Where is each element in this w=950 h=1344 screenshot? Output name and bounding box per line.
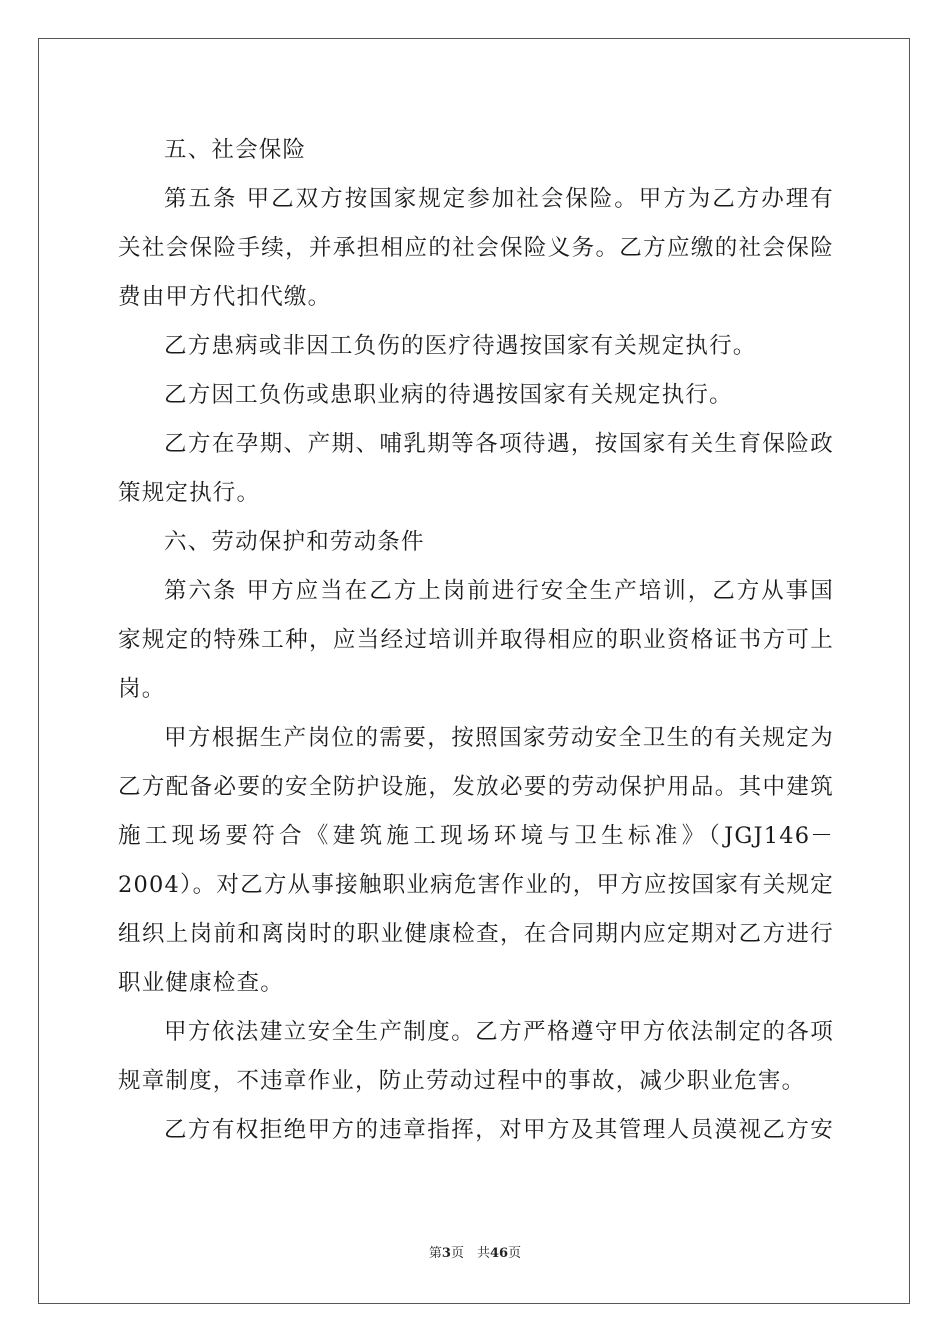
text-line: 乙方患病或非因工负伤的医疗待遇按国家有关规定执行。 — [164, 333, 757, 359]
text-line: 乙方因工负伤或患职业病的待遇按国家有关规定执行。 — [164, 382, 733, 408]
text-line: 甲方根据生产岗位的需要，按照国家劳动安全卫生的有关规定为 — [164, 725, 834, 751]
page-footer — [0, 1242, 950, 1261]
text-line: 家规定的特殊工种，应当经过培训并取得相应的职业资格证书方可上 — [118, 627, 834, 653]
footer-prefix: 第 — [428, 1246, 442, 1261]
text-line: 费由甲方代扣代缴。 — [118, 284, 332, 310]
current-page-number: 3 — [441, 1246, 451, 1261]
text-line: 五、社会保险 — [164, 137, 307, 163]
text-line: 六、劳动保护和劳动条件 — [164, 529, 425, 555]
footer-suffix: 页 — [508, 1246, 522, 1261]
text-line: 关社会保险手续，并承担相应的社会保险义务。乙方应缴的社会保险 — [118, 235, 834, 261]
text-line: 乙方有权拒绝甲方的违章指挥，对甲方及其管理人员漠视乙方安 — [164, 1117, 834, 1143]
document-body — [118, 126, 834, 1155]
text-line: 组织上岗前和离岗时的职业健康检查，在合同期内应定期对乙方进行 — [118, 921, 834, 947]
text-line: 第六条 甲方应当在乙方上岗前进行安全生产培训，乙方从事国 — [164, 578, 834, 604]
total-page-count: 46 — [489, 1246, 509, 1261]
text-line: 甲方依法建立安全生产制度。乙方严格遵守甲方依法制定的各项 — [164, 1019, 834, 1045]
text-line: 第五条 甲乙双方按国家规定参加社会保险。甲方为乙方办理有 — [164, 186, 834, 212]
text-line: 乙方在孕期、产期、哺乳期等各项待遇，按国家有关生育保险政 — [164, 431, 834, 457]
text-line: 职业健康检查。 — [118, 970, 284, 996]
footer-mid: 页 共 — [450, 1246, 490, 1261]
text-line: 岗。 — [118, 676, 166, 702]
text-line: 策规定执行。 — [118, 480, 261, 506]
text-line: 乙方配备必要的安全防护设施，发放必要的劳动保护用品。其中建筑 — [118, 774, 834, 800]
text-line: 规章制度，不违章作业，防止劳动过程中的事故，减少职业危害。 — [118, 1068, 806, 1094]
text-line: 施工现场要符合《建筑施工现场环境与卫生标准》（JGJ146－ — [118, 823, 834, 849]
text-line: 2004）。对乙方从事接触职业病危害作业的，甲方应按国家有关规定 — [118, 872, 834, 898]
